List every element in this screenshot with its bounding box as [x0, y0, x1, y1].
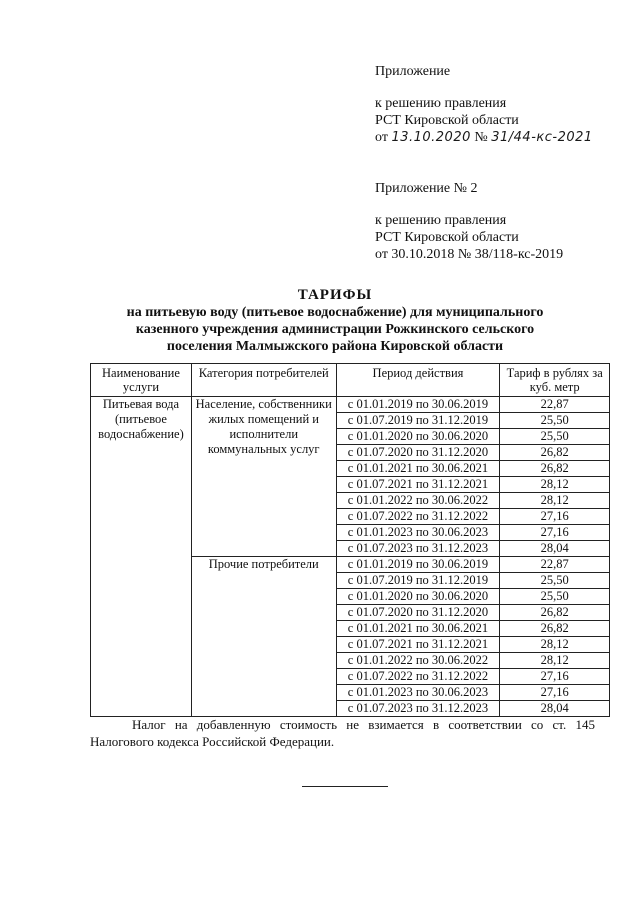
- tariff-cell: 25,50: [500, 589, 610, 605]
- period-cell: с 01.07.2023 по 31.12.2023: [336, 541, 500, 557]
- header-tariff: Тариф в рублях за куб. метр: [500, 364, 610, 397]
- handwritten-number: 31/44-кс-2021: [491, 130, 593, 145]
- tariff-cell: 28,04: [500, 701, 610, 717]
- period-cell: с 01.07.2022 по 31.12.2022: [336, 509, 500, 525]
- tariff-cell: 25,50: [500, 413, 610, 429]
- period-cell: с 01.07.2019 по 31.12.2019: [336, 413, 500, 429]
- period-cell: с 01.01.2020 по 30.06.2020: [336, 429, 500, 445]
- heading-title: ТАРИФЫ: [297, 287, 373, 303]
- heading-line-2: казенного учреждения администрации Рожкинского сельского: [135, 322, 535, 337]
- category-cell: Население, собственники жилых помещений и исполнители коммунальных услуг: [191, 397, 336, 557]
- vat-note: Налог на добавленную стоимость не взимается в соответствии со ст. 145 Налогового кодекса Российской Федерации.: [90, 717, 595, 749]
- period-cell: с 01.01.2022 по 30.06.2022: [336, 653, 500, 669]
- tariff-cell: 25,50: [500, 429, 610, 445]
- tariff-cell: 28,12: [500, 653, 610, 669]
- header-period: Период действия: [336, 364, 500, 397]
- appendix-line-date: [375, 129, 593, 146]
- tariffs-table: [90, 363, 610, 717]
- period-cell: с 01.01.2019 по 30.06.2019: [336, 397, 500, 413]
- period-cell: с 01.01.2021 по 30.06.2021: [336, 461, 500, 477]
- appendix-line-decision: к решению правления: [375, 96, 507, 111]
- tariff-cell: 25,50: [500, 573, 610, 589]
- appendix2-line-authority: РСТ Кировской области: [375, 230, 519, 245]
- appendix-header: [375, 63, 593, 146]
- tariff-cell: 26,82: [500, 461, 610, 477]
- tariff-cell: 27,16: [500, 509, 610, 525]
- period-cell: с 01.07.2022 по 31.12.2022: [336, 669, 500, 685]
- tariff-cell: 28,12: [500, 493, 610, 509]
- tariff-cell: 28,12: [500, 477, 610, 493]
- period-cell: с 01.01.2022 по 30.06.2022: [336, 493, 500, 509]
- appendix-from-label: от: [375, 130, 388, 145]
- heading-line-3: поселения Малмыжского района Кировской области: [166, 339, 504, 354]
- appendix2-header: [375, 180, 563, 263]
- period-cell: с 01.01.2019 по 30.06.2019: [336, 557, 500, 573]
- service-cell: Питьевая вода (питьевое водоснабжение): [91, 397, 192, 717]
- tariff-cell: 27,16: [500, 525, 610, 541]
- closing-line: [302, 786, 388, 787]
- appendix-title: Приложение: [375, 64, 451, 79]
- header-service: Наименование услуги: [91, 364, 192, 397]
- period-cell: с 01.01.2020 по 30.06.2020: [336, 589, 500, 605]
- tariff-cell: 28,12: [500, 637, 610, 653]
- period-cell: с 01.07.2023 по 31.12.2023: [336, 701, 500, 717]
- appendix2-line-date: от 30.10.2018 № 38/118-кс-2019: [375, 247, 564, 262]
- header-category: Категория потребителей: [191, 364, 336, 397]
- category-cell: Прочие потребители: [191, 557, 336, 717]
- period-cell: с 01.07.2020 по 31.12.2020: [336, 605, 500, 621]
- tariff-cell: 26,82: [500, 445, 610, 461]
- document-heading: [90, 287, 580, 355]
- tariff-cell: 22,87: [500, 557, 610, 573]
- period-cell: с 01.01.2023 по 30.06.2023: [336, 685, 500, 701]
- period-cell: с 01.07.2021 по 31.12.2021: [336, 637, 500, 653]
- tariff-cell: 27,16: [500, 685, 610, 701]
- heading-line-1: на питьевую воду (питьевое водоснабжение) для муниципального: [126, 305, 544, 320]
- tariff-cell: 28,04: [500, 541, 610, 557]
- appendix-no-label: №: [474, 130, 488, 145]
- tariff-cell: 22,87: [500, 397, 610, 413]
- period-cell: с 01.07.2021 по 31.12.2021: [336, 477, 500, 493]
- tariff-cell: 26,82: [500, 621, 610, 637]
- handwritten-date: 13.10.2020: [391, 130, 471, 145]
- period-cell: с 01.07.2019 по 31.12.2019: [336, 573, 500, 589]
- table-header-row: [91, 364, 610, 397]
- appendix2-title: Приложение № 2: [375, 181, 478, 196]
- tariff-cell: 26,82: [500, 605, 610, 621]
- period-cell: с 01.07.2020 по 31.12.2020: [336, 445, 500, 461]
- tariff-cell: 27,16: [500, 669, 610, 685]
- period-cell: с 01.01.2021 по 30.06.2021: [336, 621, 500, 637]
- period-cell: с 01.01.2023 по 30.06.2023: [336, 525, 500, 541]
- table-row: [91, 397, 610, 413]
- appendix2-line-decision: к решению правления: [375, 213, 507, 228]
- appendix-line-authority: РСТ Кировской области: [375, 113, 519, 128]
